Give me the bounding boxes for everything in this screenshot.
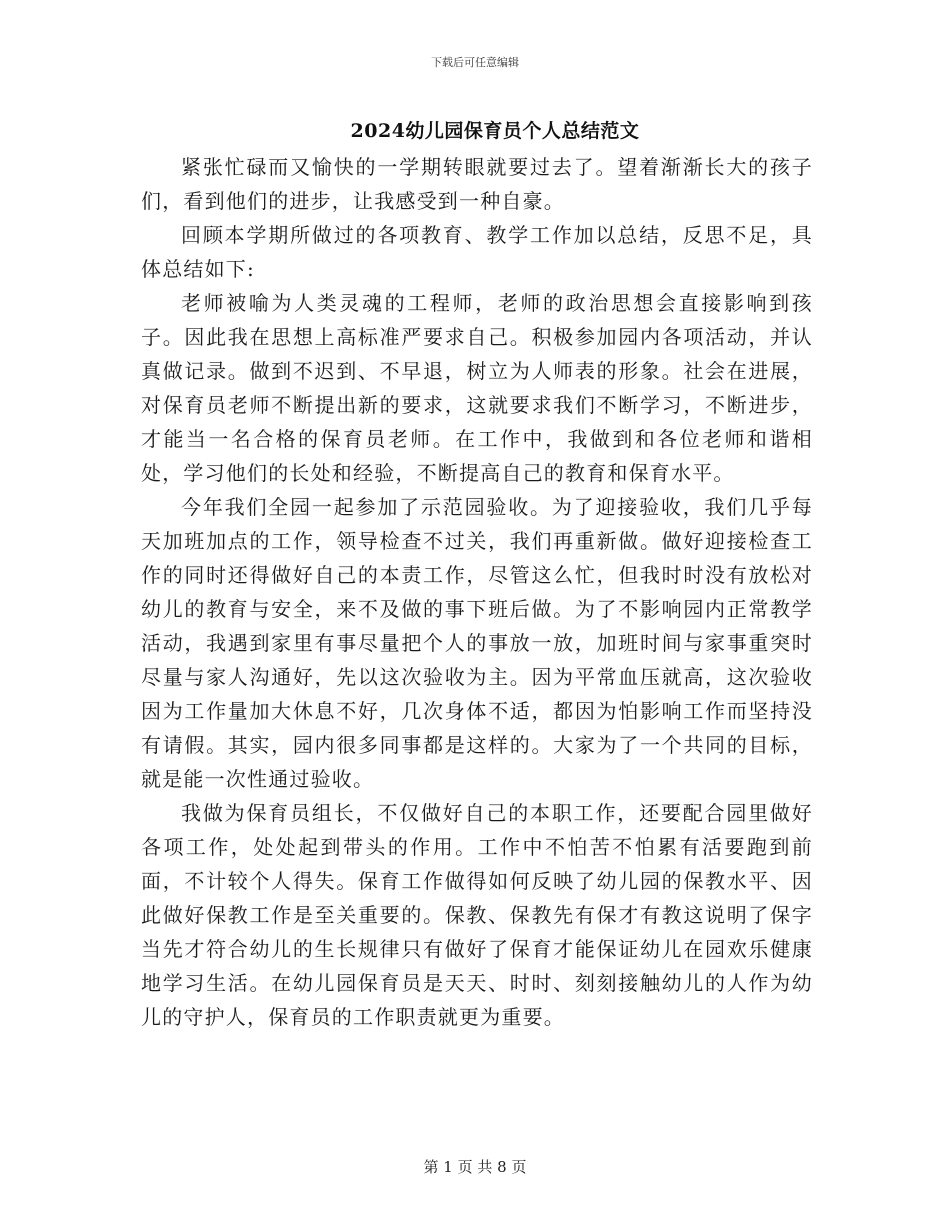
header-note: 下载后可任意编辑: [431, 56, 519, 69]
paragraph-leader-role: 我做为保育员组长，不仅做好自己的本职工作，还要配合园里做好各项工作，处处起到带头的作用。工作中不怕苦不怕累有活要跑到前面，不计较个人得失。保育工作做得如何反映了幼儿园的保教水平、因此做好保教工作是至关重要的。保教、保教先有保才有教这说明了保字当先才符合幼儿的生长规律只有做好了保育才能保证幼儿在园欢乐健康地学习生活。在幼儿园保育员是天天、时时、刻刻接触幼儿的人作为幼儿的守护人，保育员的工作职责就更为重要。: [141, 801, 813, 1029]
paragraph-inspection: 今年我们全园一起参加了示范园验收。为了迎接验收，我们几乎每天加班加点的工作，领导检查不过关，我们再重新做。做好迎接检查工作的同时还得做好自己的本责工作，尽管这么忙，但我时时没有放松对幼儿的教育与安全，来不及做的事下班后做。为了不影响园内正常教学活动，我遇到家里有事尽量把个人的事放一放，加班时间与家事重突时尽量与家人沟通好，先以这次验收为主。因为平常血压就高，这次验收因为工作量加大休息不好，几次身体不适，都因为怕影响工作而坚持没有请假。其实，园内很多同事都是这样的。大家为了一个共同的目标，就是能一次性通过验收。: [141, 495, 813, 791]
paragraph-intro: 紧张忙碌而又愉快的一学期转眼就要过去了。望着渐渐长大的孩子们，看到他们的进步，让我感受到一种自豪。: [141, 155, 813, 213]
document-body: [141, 150, 813, 1034]
paragraph-review: 回顾本学期所做过的各项教育、教学工作加以总结，反思不足，具体总结如下:: [141, 223, 813, 281]
document-title: 2024幼儿园保育员个人总结范文: [350, 120, 640, 142]
page-indicator: 第 1 页 共 8 页: [423, 1158, 527, 1176]
paragraph-ideology: 老师被喻为人类灵魂的工程师，老师的政治思想会直接影响到孩子。因此我在思想上高标准严要求自己。积极参加园内各项活动，并认真做记录。做到不迟到、不早退，树立为人师表的形象。社会在进展，对保育员老师不断提出新的要求，这就要求我们不断学习，不断进步，才能当一名合格的保育员老师。在工作中，我做到和各位老师和谐相处，学习他们的长处和经验，不断提高自己的教育和保育水平。: [141, 291, 813, 485]
